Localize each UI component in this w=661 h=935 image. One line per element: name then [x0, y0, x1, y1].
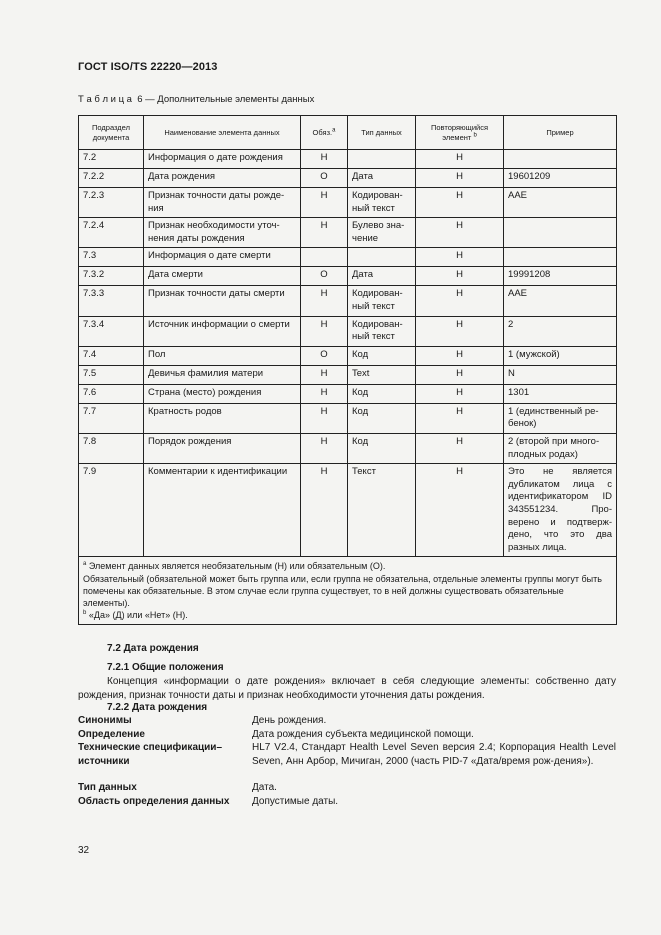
cell-mandatory: Н: [301, 286, 348, 316]
col-header-repeating: Повторяющийся элемент $^b$: [416, 116, 504, 150]
cell-type: Кодирован- ный текст: [348, 286, 416, 316]
cell-repeating: Н: [416, 286, 504, 316]
cell-example: AAE: [504, 188, 617, 218]
cell-repeating: Н: [416, 433, 504, 463]
table-row: [79, 286, 617, 316]
cell-mandatory: Н: [301, 218, 348, 248]
cell-section: 7.2: [79, 150, 144, 169]
table-row: [79, 150, 617, 169]
cell-repeating: Н: [416, 267, 504, 286]
cell-name: Источник информации о смерти: [144, 316, 301, 346]
cell-section: 7.4: [79, 346, 144, 365]
cell-repeating: Н: [416, 316, 504, 346]
cell-repeating: Н: [416, 188, 504, 218]
cell-example: 1 (единственный ре- бенок): [504, 403, 617, 433]
cell-name: Дата смерти: [144, 267, 301, 286]
cell-repeating: Н: [416, 403, 504, 433]
cell-repeating: Н: [416, 150, 504, 169]
cell-mandatory: Н: [301, 403, 348, 433]
cell-example: 19601209: [504, 169, 617, 188]
data-elements-table: [78, 115, 617, 625]
cell-type: Код: [348, 433, 416, 463]
cell-section: 7.2.2: [79, 169, 144, 188]
table-row: [79, 464, 617, 557]
cell-section: 7.2.3: [79, 188, 144, 218]
cell-example: 1 (мужской): [504, 346, 617, 365]
cell-section: 7.3.3: [79, 286, 144, 316]
table-row: [79, 218, 617, 248]
cell-repeating: Н: [416, 346, 504, 365]
cell-example: [504, 248, 617, 267]
cell-mandatory: О: [301, 346, 348, 365]
note-a: $^a$ Элемент данных является необязательным (Н) или обязательным (О).: [83, 561, 386, 572]
cell-mandatory: Н: [301, 150, 348, 169]
table-notes-row: [79, 557, 617, 624]
cell-repeating: Н: [416, 169, 504, 188]
cell-mandatory: Н: [301, 433, 348, 463]
cell-section: 7.9: [79, 464, 144, 557]
table-header-row: [79, 116, 617, 150]
table-row: [79, 248, 617, 267]
cell-type: [348, 248, 416, 267]
table-row: [79, 169, 617, 188]
cell-section: 7.2.4: [79, 218, 144, 248]
col-header-mandatory: Обяз.$^a$: [301, 116, 348, 150]
table-row: [79, 384, 617, 403]
cell-mandatory: Н: [301, 188, 348, 218]
cell-repeating: Н: [416, 248, 504, 267]
document-page: ГОСТ ISO/TS 22220—2013 Т а б л и ц а 6 — Дополнительные элементы данных Подраздел документа Наименование элемента данных Обяз.$^a$ Тип данных Повторяющийся элемент $^b$ Пример 7.2 Информация о дате рождения Н Н 7.2.2 Дата рождения О Дата Н 19601209 7.2.3 Признак точности даты рожде- ния Н Кодирован- ный текст Н AAE 7.2.4 Признак необходимости уточ- нения даты рождения Н Булево зна- чение Н 7.3 Информация о дате смерти Н 7.3.2 Дата смерти О Дата Н 19991208 7.3.3 Признак точности даты смерти Н Кодирован- ный текст Н AAE 7.3.4 Источник информации о смерти Н Кодирован- ный текст Н 2 7.4 Пол О Код Н 1 (мужской) 7.5 Девичья фамилия матери Н Text Н N 7.6 Страна (место) рождения Н Код Н 1301 7.7 Кратность родов Н Код Н 1 (единственный ре- бенок) 7.8 Порядок рождения Н Код Н 2 (второй при много- плодных родах) 7.9 Комментарии к идентификации Н Текст Н Это не является дубликатом лица с идентификатором ID 343551234. Про-верено и подтверж-дено, что это два разных лица. $^a$ Элемент данных является необязательным (Н) или обязательным (О). Обязательный (обязательной может быть группа или, если группа не обязательна, отдельные элементы группы могут быть помечены как обязательные. В этом случае если группа существует, то в ней должны существовать обязательные элементы). $^b$ «Да» (Д) или «Нет» (Н). 7.2 Дата рождения 7.2.1 Общие положения Концепция «информации о дате рождения» включает в себя следующие элементы: собственно дату рождения, признак точности даты и признак необходимости уточнения даты рождения. 7.2.2 Дата рождения Синонимы День рождения. Определение Дата рождения субъекта медицинской помощи. Технические спецификации– источники HL7 V2.4, Стандарт Health Level Seven версия 2.4; Корпорация Health Level Seven, Анн Арбор, Мичиган, 2000 (часть PID-7 «Дата/время рож-дения»). Тип данных Дата. Область определения данных Допустимые даты. 32: [78, 61, 616, 856]
cell-example: N: [504, 365, 617, 384]
cell-example: 2: [504, 316, 617, 346]
cell-section: 7.7: [79, 403, 144, 433]
cell-mandatory: Н: [301, 464, 348, 557]
cell-type: Кодирован- ный текст: [348, 316, 416, 346]
cell-section: 7.8: [79, 433, 144, 463]
cell-type: Дата: [348, 267, 416, 286]
cell-example: 2 (второй при много- плодных родах): [504, 433, 617, 463]
note-a-detail: Обязательный (обязательной может быть группа или, если группа не обязательна, отдельные элементы группы могут быть помечены как обязательные. В этом случае если группа существует, то в ней должны существовать обязательные элементы).: [83, 573, 602, 609]
page-number: 32: [78, 845, 90, 856]
cell-example: 1301: [504, 384, 617, 403]
cell-name: Кратность родов: [144, 403, 301, 433]
cell-name: Девичья фамилия матери: [144, 365, 301, 384]
table-row: [79, 403, 617, 433]
table-row: [79, 188, 617, 218]
section-7-2-1-paragraph: Концепция «информации о дате рождения» включает в себя следующие элементы: собственно дату рождения, признак точности даты и признак необходимости уточнения даты рождения.: [78, 676, 616, 701]
table-row: [79, 267, 617, 286]
cell-type: Код: [348, 403, 416, 433]
cell-mandatory: Н: [301, 384, 348, 403]
cell-name: Информация о дате смерти: [144, 248, 301, 267]
cell-name: Признак точности даты рожде- ния: [144, 188, 301, 218]
cell-repeating: Н: [416, 384, 504, 403]
cell-section: 7.3.2: [79, 267, 144, 286]
cell-section: 7.3: [79, 248, 144, 267]
cell-repeating: Н: [416, 464, 504, 557]
cell-mandatory: О: [301, 267, 348, 286]
cell-example: [504, 218, 617, 248]
cell-name: Страна (место) рождения: [144, 384, 301, 403]
cell-example: 19991208: [504, 267, 617, 286]
cell-example: AAE: [504, 286, 617, 316]
cell-name: Пол: [144, 346, 301, 365]
cell-name: Порядок рождения: [144, 433, 301, 463]
standard-designation: ГОСТ ISO/TS 22220—2013: [78, 61, 218, 73]
cell-name: Комментарии к идентификации: [144, 464, 301, 557]
col-header-example: Пример: [504, 116, 617, 150]
cell-mandatory: Н: [301, 316, 348, 346]
cell-mandatory: О: [301, 169, 348, 188]
section-heading-7-2-2: 7.2.2 Дата рождения: [107, 702, 208, 713]
cell-section: 7.3.4: [79, 316, 144, 346]
cell-section: 7.6: [79, 384, 144, 403]
cell-type: Text: [348, 365, 416, 384]
section-heading-7-2: 7.2 Дата рождения: [107, 643, 199, 654]
cell-mandatory: [301, 248, 348, 267]
col-header-name: Наименование элемента данных: [144, 116, 301, 150]
footnote-mark-a: a: [332, 127, 336, 134]
cell-type: [348, 150, 416, 169]
cell-type: Дата: [348, 169, 416, 188]
cell-type: Код: [348, 346, 416, 365]
table-row: [79, 316, 617, 346]
table-caption: Т а б л и ц а 6 — Дополнительные элементы данных: [78, 94, 315, 105]
footnote-mark-b: b: [473, 132, 477, 138]
cell-mandatory: Н: [301, 365, 348, 384]
cell-type: Текст: [348, 464, 416, 557]
cell-example: Это не является дубликатом лица с идентификатором ID 343551234. Про-верено и подтверж-дено, что это два разных лица.: [504, 464, 617, 557]
col-header-type: Тип данных: [348, 116, 416, 150]
cell-type: Кодирован- ный текст: [348, 188, 416, 218]
cell-repeating: Н: [416, 218, 504, 248]
table-row: [79, 346, 617, 365]
table-row: [79, 365, 617, 384]
cell-type: Код: [348, 384, 416, 403]
note-b: $^b$ «Да» (Д) или «Нет» (Н).: [83, 610, 188, 621]
cell-example: [504, 150, 617, 169]
cell-name: Дата рождения: [144, 169, 301, 188]
col-header-section: Подраздел документа: [79, 116, 144, 150]
cell-type: Булево зна- чение: [348, 218, 416, 248]
cell-name: Информация о дате рождения: [144, 150, 301, 169]
table-notes: [79, 557, 617, 624]
table-row: [79, 433, 617, 463]
cell-name: Признак необходимости уточ- нения даты рождения: [144, 218, 301, 248]
section-heading-7-2-1: 7.2.1 Общие положения: [107, 662, 224, 673]
cell-repeating: Н: [416, 365, 504, 384]
cell-name: Признак точности даты смерти: [144, 286, 301, 316]
cell-section: 7.5: [79, 365, 144, 384]
